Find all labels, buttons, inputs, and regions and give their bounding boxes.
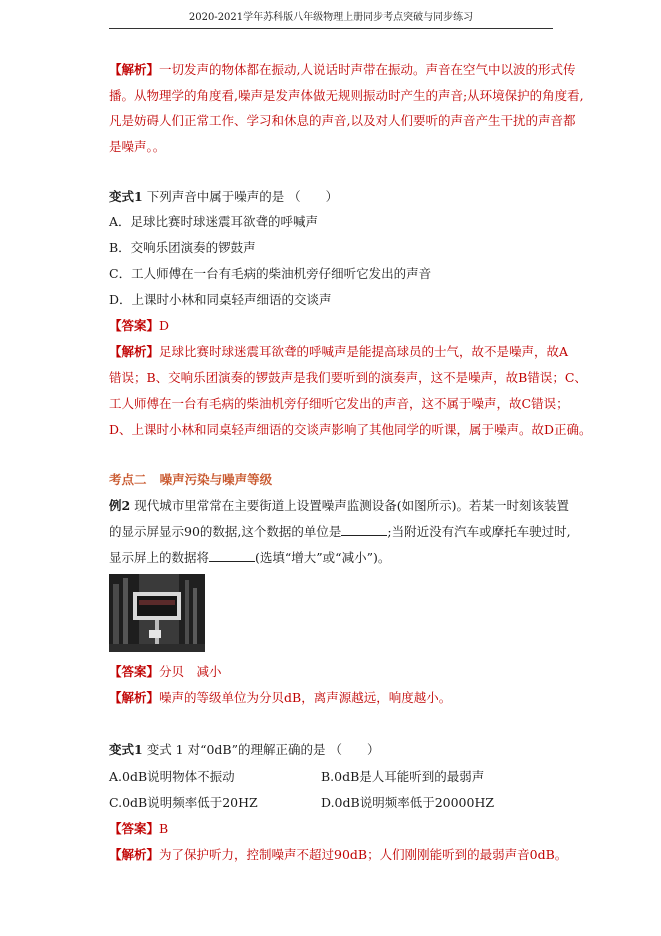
- variant-label: 变式1: [109, 742, 143, 757]
- analysis-1-line-2: 播。从物理学的角度看,噪声是发声体做无规则振动时产生的声音;从环境保护的角度看,: [109, 88, 584, 103]
- noise-monitor-photo: [109, 574, 205, 652]
- variant-1-analysis-line-2: 错误；B、交响乐团演奏的锣鼓声是我们要听到的演奏声，这不是噪声，故B错误；C、: [109, 370, 587, 385]
- variant-1-analysis-line-4: D、上课时小林和同桌轻声细语的交谈声影响了其他同学的听课，属于噪声。故D正确。: [109, 422, 592, 437]
- variant-1-option-c: C．工人师傅在一台有毛病的柴油机旁仔细听它发出的声音: [109, 266, 432, 281]
- variant-2-option-c: C.0dB说明频率低于20HZ: [109, 795, 258, 810]
- variant-label: 变式1: [109, 189, 143, 204]
- variant-1-option-d: D．上课时小林和同桌轻声细语的交谈声: [109, 292, 332, 307]
- answer-blank-2: [209, 549, 255, 562]
- analysis-1-line-4: 是噪声。。: [109, 139, 166, 154]
- example-2-answer: 【答案】分贝 减小: [109, 664, 222, 679]
- variant-2-option-b: B.0dB是人耳能听到的最弱声: [321, 769, 485, 784]
- variant-2-answer: 【答案】B: [109, 821, 169, 836]
- example-label: 例2: [109, 498, 131, 513]
- analysis-1-line-3: 凡是妨碍人们正常工作、学习和休息的声音,以及对人们要听的声音产生干扰的声音都: [109, 113, 576, 128]
- section-2-heading: 考点二 噪声污染与噪声等级: [109, 472, 273, 487]
- variant-2-option-d: D.0dB说明频率低于20000HZ: [321, 795, 495, 810]
- analysis-1-line-1: 【解析】一切发声的物体都在振动,人说话时声带在振动。声音在空气中以波的形式传: [109, 62, 576, 77]
- variant-1-answer: 【答案】D: [109, 318, 170, 333]
- variant-1-analysis-line-3: 工人师傅在一台有毛病的柴油机旁仔细听它发出的声音，这不属于噪声，故C错误；: [109, 396, 569, 411]
- variant-2-question: 变式1 变式 1 对“0dB”的理解正确的是 （ ）: [109, 742, 380, 757]
- example-2-analysis: 【解析】噪声的等级单位为分贝dB，离声源越远，响度越小。: [109, 690, 452, 705]
- noise-monitor-illustration: [109, 574, 205, 652]
- variant-2-option-a: A.0dB说明物体不振动: [109, 769, 235, 784]
- variant-1-option-b: B．交响乐团演奏的锣鼓声: [109, 240, 256, 255]
- answer-blank-1: [341, 523, 387, 536]
- page-header: 2020-2021学年苏科版八年级物理上册同步考点突破与同步练习: [109, 8, 553, 29]
- variant-1-question: 变式1 下列声音中属于噪声的是 （ ）: [109, 189, 339, 204]
- example-2-line-1: 例2 现代城市里常常在主要街道上设置噪声监测设备(如图所示)。若某一时刻该装置: [109, 498, 569, 513]
- example-2-line-3: 显示屏上的数据将 (选填“增大”或“减小”)。: [109, 550, 391, 565]
- variant-1-option-a: A．足球比赛时球迷震耳欲聋的呼喊声: [109, 214, 319, 229]
- analysis-tag: 【解析】: [109, 62, 160, 77]
- variant-1-analysis-line-1: 【解析】足球比赛时球迷震耳欲聋的呼喊声是能提高球员的士气，故不是噪声，故A: [109, 344, 569, 359]
- example-2-line-2: 的显示屏显示90的数据,这个数据的单位是 ;当附近没有汽车或摩托车驶过时,: [109, 524, 571, 539]
- variant-2-analysis: 【解析】为了保护听力，控制噪声不超过90dB；人们刚刚能听到的最弱声音0dB。: [109, 847, 568, 862]
